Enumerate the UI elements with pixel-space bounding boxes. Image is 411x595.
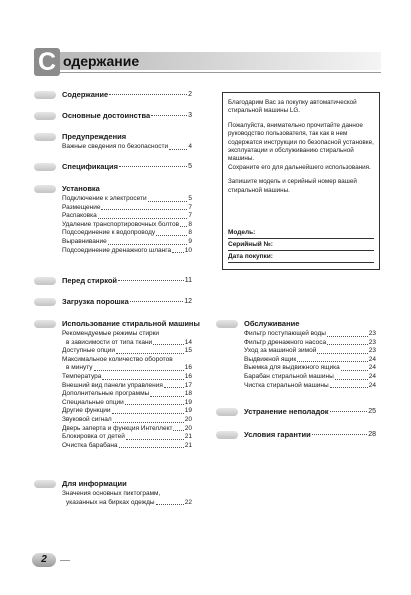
toc-subitem[interactable]: указанных на бирках одежды 22 <box>66 498 192 506</box>
toc-section-label: Содержание <box>62 90 109 99</box>
serial-field: Серийный №: <box>228 239 374 251</box>
bullet-pill <box>34 133 56 141</box>
bullet-pill <box>34 163 56 171</box>
toc-section-warnings[interactable] <box>34 131 192 152</box>
toc-section-contents[interactable] <box>34 89 192 101</box>
toc-section-label: Перед стиркой <box>62 276 118 285</box>
toc-subitem[interactable]: Блокировка от детей 21 <box>62 433 192 441</box>
toc-page-number: 12 <box>184 298 192 305</box>
page-header <box>0 0 411 92</box>
toc-subitem[interactable]: Подсоединение дренажного шланга 10 <box>62 246 192 254</box>
toc-page-number: 28 <box>368 431 376 438</box>
toc-section-label: Использование стиральной машины <box>62 319 200 328</box>
toc-subitem[interactable]: Выдвижной ящик 24 <box>244 355 376 363</box>
toc-subitem[interactable]: Доступные опции 15 <box>62 347 192 355</box>
toc-section-label: Спецификация <box>62 162 119 171</box>
info-box <box>222 92 380 270</box>
toc-subitem[interactable]: Максимальное количество оборотов <box>62 355 173 363</box>
toc-section-label: Загрузка порошка <box>62 297 129 306</box>
toc-subitem[interactable]: Важные сведения по безопасности 4 <box>62 143 192 150</box>
title-underline <box>56 72 381 73</box>
bullet-pill <box>34 277 56 285</box>
model-field: Модель: <box>228 227 374 239</box>
toc-section-label: Условия гарантии <box>244 430 311 439</box>
toc-subitem[interactable]: Фильтр дренажного насоса 23 <box>244 338 376 346</box>
toc-section-usage[interactable] <box>34 318 200 450</box>
page-number-badge: 2 <box>32 553 56 567</box>
toc-section-label: Основные достоинства <box>62 111 151 120</box>
toc-page-number: 3 <box>188 112 192 119</box>
toc-subitem[interactable]: Дополнительные программы 18 <box>62 390 192 398</box>
toc-subitem[interactable]: Чистка стиральной машины 24 <box>244 381 376 389</box>
toc-section-label: Предупреждения <box>62 132 127 141</box>
bullet-pill <box>216 320 238 328</box>
toc-subitem[interactable]: Распаковка 7 <box>62 212 192 220</box>
bullet-pill <box>34 112 56 120</box>
toc-section-features[interactable] <box>34 110 192 122</box>
toc-page-number: 25 <box>368 408 376 415</box>
toc-section-maintenance[interactable] <box>216 318 376 390</box>
toc-page-number: 11 <box>184 277 192 284</box>
bullet-pill <box>34 480 56 488</box>
toc-section-before-washing[interactable] <box>34 275 192 287</box>
toc-subitem[interactable]: Звуковой сигнал 20 <box>62 415 192 423</box>
toc-subitem[interactable]: Внешний вид панели управления 17 <box>62 381 192 389</box>
bullet-pill <box>216 431 238 439</box>
bullet-pill <box>34 298 56 306</box>
toc-subitem[interactable]: Подсоединение к водопроводу 8 <box>62 229 192 237</box>
toc-subitem[interactable]: Подключение к электросети 5 <box>62 195 192 202</box>
toc-subitem[interactable]: Рекомендуемые режимы стирки <box>62 330 160 337</box>
toc-subitem[interactable]: Фильтр поступающей воды 23 <box>244 330 376 337</box>
info-fields <box>228 227 374 263</box>
toc-section-information[interactable] <box>34 478 192 507</box>
toc-subitem[interactable]: в минуту 16 <box>66 364 192 372</box>
info-thanks: Благодарим Вас за покупку автоматической стиральной машины LG. <box>228 99 357 115</box>
toc-subitem[interactable]: Уход за машиной зимой 23 <box>244 347 376 355</box>
toc-subitem[interactable]: в зависимости от типа ткани 14 <box>66 338 192 346</box>
info-record-model: Запишите модель и серийный номер вашей стиральной машины. <box>228 178 357 194</box>
toc-page-number: 2 <box>188 91 192 98</box>
page-title: одержание <box>63 53 140 69</box>
toc-section-detergent[interactable] <box>34 296 192 308</box>
toc-section-troubleshooting[interactable] <box>216 406 376 418</box>
info-read-manual: Пожалуйста, внимательно прочитайте данное руководство пользователя, так как в нем содержатся инструкции по безопасной установке, эксплуатации и обслуживанию стиральной машины. <box>228 121 374 163</box>
bullet-pill <box>216 408 238 416</box>
toc-page-number: 5 <box>188 163 192 170</box>
title-initial: С <box>34 48 60 76</box>
toc-subitem[interactable]: Значения основных пиктограмм, <box>62 490 161 497</box>
toc-subitem[interactable]: Барабан стиральной машины 24 <box>244 372 376 380</box>
toc-subitem[interactable]: Другие функции 19 <box>62 407 192 415</box>
toc-section-warranty[interactable] <box>216 429 376 441</box>
toc-subitem[interactable]: Размещение 7 <box>62 203 192 211</box>
toc-section-label: Установка <box>62 184 100 193</box>
toc-subitem[interactable]: Выемка для выдвижного ящика 24 <box>244 364 376 372</box>
toc-subitem[interactable]: Удаление транспортировочных болтов 8 <box>62 220 192 228</box>
purchase-date-field: Дата покупки: <box>228 251 374 263</box>
bullet-pill <box>34 320 56 328</box>
toc-section-label: Обслуживание <box>244 319 300 328</box>
info-keep-manual: Сохраните его для дальнейшего использования. <box>228 163 371 171</box>
toc-section-specification[interactable] <box>34 161 192 173</box>
toc-section-label: Для информации <box>62 479 127 488</box>
footer-rule <box>60 560 70 561</box>
toc-subitem[interactable]: Дверь заперта и функция Интеллект 20 <box>62 424 192 432</box>
toc-section-installation[interactable] <box>34 183 192 255</box>
bullet-pill <box>34 91 56 99</box>
toc-subitem[interactable]: Очистка барабана 21 <box>62 441 192 449</box>
toc-subitem[interactable]: Выравнивание 9 <box>62 237 192 245</box>
toc-subitem[interactable]: Температура 16 <box>62 372 192 380</box>
toc-section-label: Устранение неполадок <box>244 407 329 416</box>
toc-subitem[interactable]: Специальные опции 19 <box>62 398 192 406</box>
bullet-pill <box>34 185 56 193</box>
